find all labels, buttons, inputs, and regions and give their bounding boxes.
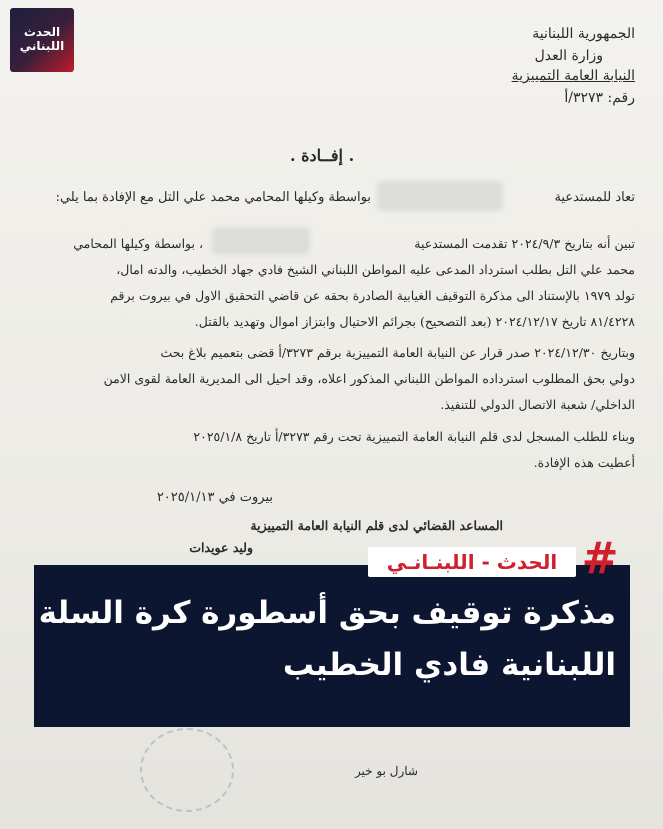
document-title: . إفــادة . <box>290 146 355 165</box>
p1-line-1b: ، بواسطة وكيلها المحامي <box>73 236 203 251</box>
headline-line-2: اللبنانية فادي الخطيب <box>282 647 616 683</box>
logo-line-2: اللبناني <box>19 39 65 53</box>
header-number: رقم: ٣٢٧٣/أ <box>564 90 635 106</box>
redacted-name-1 <box>380 184 500 208</box>
p1-line-3: تولد ١٩٧٩ بالإستناد الى مذكرة التوقيف الغيابية الصادرة بحقه عن قاضي التحقيق الاول في بيروت برقم <box>110 288 635 303</box>
intro-right: بواسطة وكيلها المحامي محمد علي التل مع الإفادة بما يلي: <box>55 190 371 205</box>
p3-line-1: وبناء للطلب المسجل لدى قلم النيابة العامة التمييزية تحت رقم ٣٢٧٣/أ تاريخ ٢٠٢٥/١/٨ <box>193 429 635 444</box>
p3-line-2: أعطيت هذه الإفادة. <box>533 455 635 470</box>
header-prosecution: النيابة العامة التمييزية <box>511 68 635 84</box>
official-stamp <box>140 728 234 812</box>
header-ministry: وزارة العدل <box>534 48 603 64</box>
p2-line-1: وبتاريخ ٢٠٢٤/١٢/٣٠ صدر قرار عن النيابة العامة التمييزية برقم ٣٢٧٣/أ قضى بتعميم بلاغ بحث <box>160 345 635 360</box>
p1-line-4: ٨١/٤٢٢٨ تاريخ ٢٠٢٤/١٢/١٧ (بعد التصحيح) بجرائم الاحتيال وابتزاز اموال وتهديد بالقتل. <box>194 314 635 329</box>
redacted-name-2 <box>215 230 307 252</box>
header-republic: الجمهورية اللبنانية <box>532 26 635 42</box>
place-date: بيروت في ٢٠٢٥/١/١٣ <box>156 490 273 505</box>
intro-left: تعاد للمستدعية <box>554 190 635 205</box>
channel-logo <box>10 8 74 72</box>
headline-banner <box>34 565 630 727</box>
p1-line-2: محمد علي التل بطلب استرداد المدعى عليه المواطن اللبناني الشيخ فادي جهاد الخطيب، والدته امال، <box>116 262 635 277</box>
p2-line-2: دولي بحق المطلوب استرداده المواطن اللبناني المذكور اعلاه، وقد احيل الى المديرية العامة لقوى الامن <box>103 371 635 386</box>
channel-tag: الحدث - اللبنـانـي <box>368 547 576 577</box>
assistant-name: وليد عويدات <box>189 540 253 555</box>
p1-line-1a: تبين أنه بتاريخ ٢٠٢٤/٩/٣ تقدمت المستدعية <box>414 236 635 251</box>
signer-name: شارل بو خير <box>354 764 418 778</box>
logo-line-1: الحدث <box>23 25 61 40</box>
assistant-title: المساعد القضائي لدى قلم النيابة العامة التمييزية <box>250 518 503 533</box>
p2-line-3: الداخلي/ شعبة الاتصال الدولي للتنفيذ. <box>440 397 635 412</box>
headline-line-1: مذكرة توقيف بحق أسطورة كرة السلة <box>38 595 616 631</box>
hashtag-icon: # <box>581 533 619 584</box>
